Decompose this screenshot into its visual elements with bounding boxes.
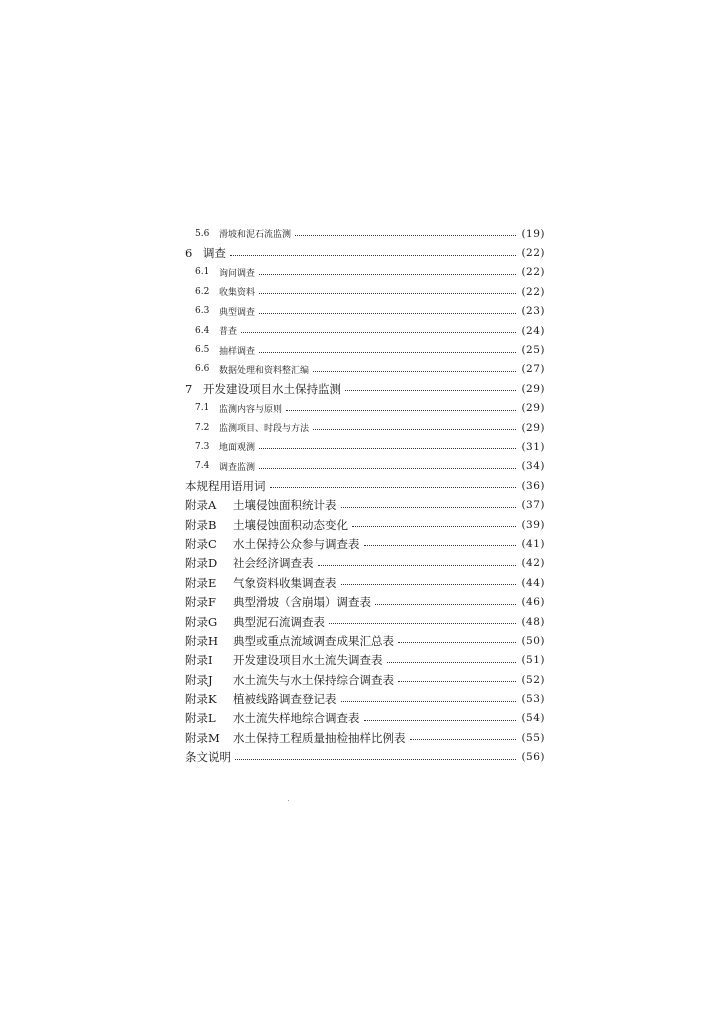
toc-entry-title: 水土保持工程质量抽检抽样比例表	[233, 730, 406, 745]
toc-entry	[185, 689, 545, 708]
toc-entry-number: 6.1	[195, 267, 210, 278]
dot-leader	[387, 662, 517, 663]
toc-entry-title: 水土流失与水土保持综合调查表	[233, 672, 394, 687]
toc-entry-title: 典型调查	[219, 307, 256, 318]
toc-entry-number: 附录M	[185, 730, 220, 745]
toc-entry-number: 附录I	[185, 653, 213, 668]
toc-entry-page: (46)	[521, 596, 545, 609]
toc-entry-page: (31)	[521, 440, 545, 453]
toc-entry-number: 7.3	[195, 441, 210, 452]
toc-entry	[185, 437, 545, 456]
toc-entry-title: 土壤侵蚀面积动态变化	[233, 517, 348, 532]
toc-entry-title: 抽样调查	[219, 346, 256, 357]
toc-entry-page: (22)	[521, 266, 545, 279]
toc-entry-page: (41)	[521, 537, 545, 550]
toc-entry-page: (25)	[521, 344, 545, 357]
toc-entry	[185, 631, 545, 650]
toc-entry-page: (29)	[521, 382, 545, 395]
dot-leader	[341, 701, 517, 702]
toc-entry-page: (37)	[521, 499, 545, 512]
toc-entry	[185, 651, 545, 670]
toc-entry	[185, 728, 545, 747]
toc-entry	[185, 457, 545, 476]
toc-entry-page: (55)	[521, 731, 545, 744]
dot-leader	[329, 623, 516, 624]
toc-entry-number: 附录J	[185, 672, 213, 687]
toc-entry-title: 水土流失样地综合调查表	[233, 711, 360, 726]
toc-entry-title: 滑坡和泥石流监测	[219, 230, 292, 241]
toc-entry-title: 询问调查	[219, 268, 256, 279]
toc-entry	[185, 709, 545, 728]
toc-entry-page: (24)	[521, 324, 545, 337]
toc-entry	[185, 592, 545, 611]
toc-entry-title: 开发建设项目水土流失调查表	[233, 653, 383, 668]
dot-leader	[235, 759, 516, 760]
toc-entry-title: 典型或重点流域调查成果汇总表	[233, 633, 394, 648]
toc-entry-page: (29)	[521, 421, 545, 434]
dot-leader	[398, 642, 516, 643]
dot-leader	[259, 468, 516, 469]
dot-leader	[341, 507, 517, 508]
toc-entry-number: 7.1	[195, 403, 210, 414]
toc-entry-page: (34)	[521, 460, 545, 473]
toc-entry-number: 附录K	[185, 692, 217, 707]
toc-entry-title: 本规程用语用词	[185, 478, 266, 493]
toc-entry-number: 附录F	[185, 595, 216, 610]
toc-entry-title: 收集资料	[219, 288, 256, 299]
toc-entry-title: 土壤侵蚀面积统计表	[233, 498, 337, 513]
toc-entry-title: 典型泥石流调查表	[233, 614, 325, 629]
dot-leader	[259, 352, 516, 353]
table-of-contents	[185, 224, 545, 767]
toc-entry-number: 6.2	[195, 286, 210, 297]
toc-entry	[185, 612, 545, 631]
toc-entry-title: 条文说明	[185, 750, 231, 765]
toc-entry	[185, 321, 545, 340]
dot-leader	[230, 255, 516, 256]
dot-leader	[259, 448, 516, 449]
dot-leader	[259, 274, 516, 275]
toc-entry-number: 附录G	[185, 614, 218, 629]
toc-entry-page: (22)	[521, 247, 545, 260]
toc-entry-title: 普查	[219, 327, 238, 338]
toc-entry-page: (53)	[521, 693, 545, 706]
dot-leader	[364, 720, 517, 721]
dot-leader	[259, 293, 516, 294]
toc-entry	[185, 263, 545, 282]
dot-leader	[270, 487, 517, 488]
toc-entry-title: 典型滑坡（含崩塌）调查表	[233, 595, 371, 610]
toc-entry-page: (42)	[521, 557, 545, 570]
toc-entry-number: 7.4	[195, 461, 210, 472]
toc-entry-title: 数据处理和资料整汇编	[219, 365, 310, 376]
toc-entry	[185, 670, 545, 689]
toc-entry	[185, 554, 545, 573]
toc-entry	[185, 573, 545, 592]
dot-leader	[313, 371, 516, 372]
toc-entry-number: 6.4	[195, 325, 210, 336]
dot-leader	[295, 235, 516, 236]
toc-entry-page: (22)	[521, 285, 545, 298]
toc-entry-page: (36)	[521, 479, 545, 492]
toc-entry-page: (50)	[521, 634, 545, 647]
toc-entry-page: (44)	[521, 576, 545, 589]
toc-entry-page: (23)	[521, 305, 545, 318]
toc-entry-number: 5.6	[195, 228, 210, 239]
toc-entry-number: 附录D	[185, 556, 218, 571]
toc-entry	[185, 399, 545, 418]
dot-leader	[345, 390, 516, 391]
toc-entry-title: 植被线路调查登记表	[233, 692, 337, 707]
scan-speck	[288, 800, 289, 801]
toc-entry-page: (27)	[521, 363, 545, 376]
toc-entry-title: 监测内容与原则	[219, 404, 283, 415]
toc-entry-page: (39)	[521, 518, 545, 531]
toc-entry	[185, 379, 545, 398]
toc-entry-page: (54)	[521, 712, 545, 725]
toc-entry-title: 调查	[203, 246, 226, 261]
toc-entry	[185, 748, 545, 767]
toc-entry	[185, 302, 545, 321]
toc-entry	[185, 495, 545, 514]
toc-entry	[185, 340, 545, 359]
dot-leader	[352, 526, 516, 527]
toc-entry	[185, 243, 545, 262]
toc-entry-number: 附录C	[185, 536, 217, 551]
toc-entry-number: 附录L	[185, 711, 216, 726]
dot-leader	[375, 604, 516, 605]
dot-leader	[241, 332, 516, 333]
toc-entry-number: 6.5	[195, 345, 210, 356]
toc-entry-page: (19)	[521, 227, 545, 240]
toc-entry-page: (56)	[521, 751, 545, 764]
toc-entry-page: (29)	[521, 402, 545, 415]
dot-leader	[313, 429, 516, 430]
dot-leader	[341, 584, 517, 585]
toc-entry-title: 气象资料收集调查表	[233, 575, 337, 590]
toc-entry	[185, 360, 545, 379]
dot-leader	[318, 565, 517, 566]
toc-entry	[185, 224, 545, 243]
dot-leader	[259, 313, 516, 314]
toc-entry	[185, 476, 545, 495]
toc-entry-number: 附录H	[185, 633, 219, 648]
toc-entry-title: 地面观测	[219, 443, 256, 454]
toc-entry	[185, 282, 545, 301]
toc-entry-number: 附录E	[185, 575, 217, 590]
toc-entry-title: 监测项目、时段与方法	[219, 424, 310, 435]
toc-entry-title: 水土保持公众参与调查表	[233, 536, 360, 551]
toc-entry-title: 调查监测	[219, 462, 256, 473]
toc-entry-number: 7	[185, 381, 193, 396]
dot-leader	[398, 681, 516, 682]
toc-entry	[185, 534, 545, 553]
toc-entry-number: 6	[185, 246, 193, 261]
toc-entry-number: 附录B	[185, 517, 217, 532]
toc-entry	[185, 418, 545, 437]
toc-entry-page: (48)	[521, 615, 545, 628]
toc-entry	[185, 515, 545, 534]
toc-entry-number: 7.2	[195, 422, 210, 433]
toc-entry-number: 6.6	[195, 364, 210, 375]
toc-entry-page: (51)	[521, 654, 545, 667]
dot-leader	[364, 545, 517, 546]
toc-entry-title: 开发建设项目水土保持监测	[203, 381, 341, 396]
toc-entry-page: (52)	[521, 673, 545, 686]
toc-entry-title: 社会经济调查表	[233, 556, 314, 571]
toc-entry-number: 附录A	[185, 498, 217, 513]
dot-leader	[286, 410, 516, 411]
dot-leader	[410, 739, 517, 740]
toc-entry-number: 6.3	[195, 306, 210, 317]
